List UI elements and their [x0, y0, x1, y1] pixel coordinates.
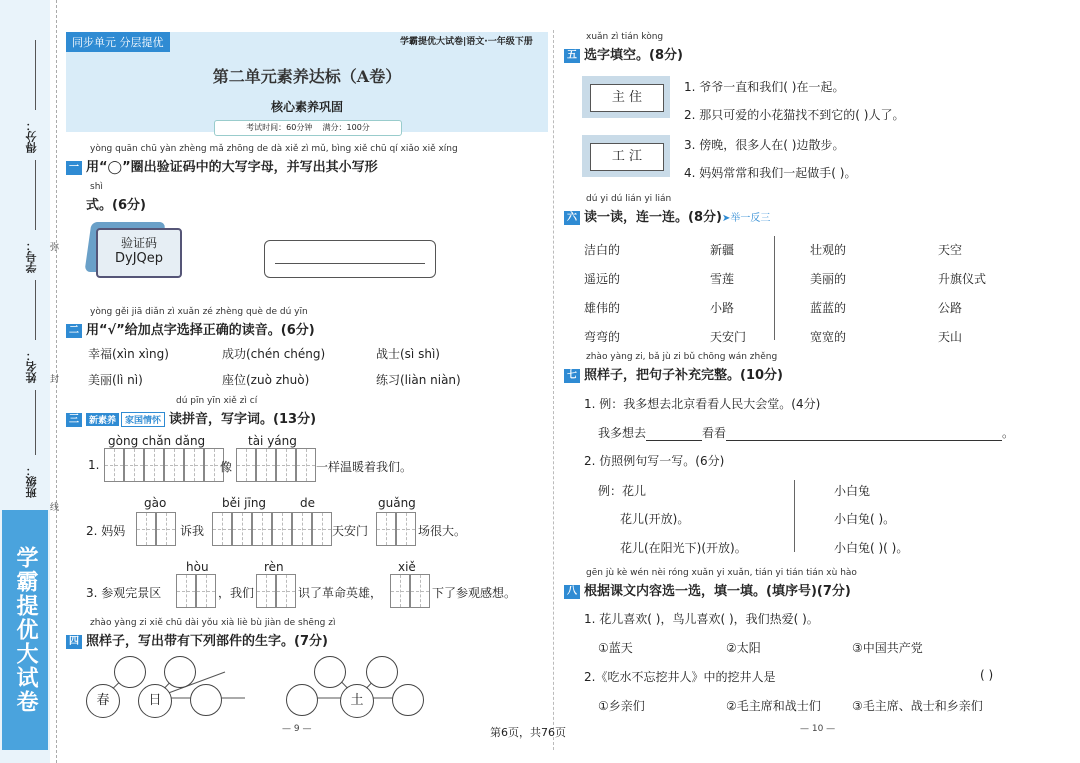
- q2-item-4[interactable]: 美丽(lì nì): [88, 373, 143, 387]
- q3-l3-d: 下了参观感想。: [432, 586, 517, 600]
- exam-info: [214, 120, 402, 136]
- component-char-2: 土: [350, 693, 364, 708]
- q3-badge: 新素养: [86, 413, 119, 426]
- q7-heading: [564, 364, 783, 383]
- q3-l3-a: 3. 参观完景区: [86, 586, 162, 600]
- q2-heading: [66, 319, 315, 338]
- writing-cell[interactable]: [236, 448, 256, 482]
- q2-item-1[interactable]: 幸福(xìn xìng): [88, 347, 169, 361]
- answer-circle[interactable]: [366, 656, 398, 688]
- example-char: 春: [96, 693, 110, 708]
- q7-s1b: 看看: [702, 426, 727, 440]
- page-counter: 第6页，共76页: [490, 726, 566, 739]
- q5-number: 五: [564, 49, 580, 63]
- writing-cell[interactable]: [136, 512, 156, 546]
- q8-text: 根据课文内容选一选，填一填。(填序号)(7分): [584, 584, 851, 599]
- q3-l2-pinyin-2: běi jīng: [222, 496, 267, 510]
- writing-cell[interactable]: [196, 574, 216, 608]
- answer-circle[interactable]: [114, 656, 146, 688]
- q8-option-2: ②太阳: [726, 641, 761, 655]
- q7-number: 七: [564, 369, 580, 383]
- q4-heading: [66, 630, 328, 649]
- q3-pinyin: dú pīn yīn xiě zì cí: [176, 396, 258, 406]
- student-id-line: [35, 160, 36, 230]
- q3-l2-b: 诉我: [180, 524, 205, 538]
- component-char-1: 日: [148, 693, 162, 708]
- example-circle: [86, 684, 120, 718]
- q3-l1-a: 1.: [88, 458, 100, 472]
- q1-pinyin-2: shì: [90, 182, 103, 192]
- q8-heading: [564, 580, 851, 599]
- q3-l3-b: ，我们: [218, 586, 255, 600]
- q7-s1-line: [598, 424, 1014, 441]
- q3-l3-c: 识了革命英雄，: [298, 586, 383, 600]
- q6-heading: [564, 206, 770, 225]
- name-label: 姓名：: [25, 350, 38, 383]
- q6-word[interactable]: 升旗仪式: [938, 272, 987, 286]
- q8-line-1[interactable]: 1. 花儿喜欢( )，鸟儿喜欢( )，我们热爱( )。: [584, 612, 819, 626]
- q7-s1a: 我多想去: [598, 426, 647, 440]
- q3-badge-2: 家国情怀: [121, 412, 165, 427]
- q6-word[interactable]: 天安门: [710, 330, 747, 344]
- writing-cell[interactable]: [312, 512, 332, 546]
- q3-l1-pinyin-1: gòng chǎn dǎng: [108, 434, 206, 448]
- q8-option-3: ③中国共产党: [852, 641, 923, 655]
- q3-number: 三: [66, 413, 82, 427]
- writing-cell[interactable]: [276, 448, 296, 482]
- writing-cell[interactable]: [296, 448, 316, 482]
- q6-text: 读一读，连一连。(8分): [584, 210, 722, 225]
- q6-number: 六: [564, 211, 580, 225]
- q4-text: 照样子，写出带有下列部件的生字。(7分): [86, 634, 328, 649]
- q3-l3-pinyin-1: hòu: [186, 560, 209, 574]
- tablet-screen: [96, 228, 182, 278]
- q2-number: 二: [66, 324, 82, 338]
- page-subtitle: 核心素养巩固: [270, 100, 343, 114]
- answer-circle[interactable]: [164, 656, 196, 688]
- writing-cell[interactable]: [396, 512, 416, 546]
- score-line: [35, 40, 36, 110]
- writing-cell[interactable]: [104, 448, 124, 482]
- page-number-left: — 9 —: [282, 724, 312, 734]
- q7-text: 照样子，把句子补充完整。(10分): [584, 368, 783, 383]
- page-title: 第二单元素养达标（A卷）: [212, 67, 402, 86]
- q1-answer-box[interactable]: [264, 240, 436, 278]
- running-header: 学霸提优大试卷|语文·一年级下册: [400, 37, 533, 47]
- q3-l1-pinyin-2: tài yáng: [248, 434, 297, 448]
- writing-cell[interactable]: [212, 512, 232, 546]
- component-circle: [138, 684, 172, 718]
- writing-cell[interactable]: [156, 512, 176, 546]
- q6-col1: [584, 236, 620, 352]
- q4-number: 四: [66, 635, 82, 649]
- q5-item-2[interactable]: 2. 那只可爱的小花猫找不到它的( )人了。: [684, 108, 905, 122]
- exam-time: 考试时间：60分钟: [246, 123, 313, 132]
- answer-circle[interactable]: [190, 684, 222, 716]
- writing-cell[interactable]: [176, 574, 196, 608]
- q8-answer-paren[interactable]: ( ): [980, 668, 994, 682]
- q5-pinyin: xuǎn zì tián kòng: [586, 32, 664, 42]
- q3-l3-pinyin-3: xiě: [398, 560, 416, 574]
- tablet-text-1: 验证码: [120, 236, 157, 250]
- q2-item-2[interactable]: 成功(chén chéng): [222, 347, 326, 361]
- q6-word[interactable]: 天山: [938, 330, 963, 344]
- q7-pinyin: zhào yàng zi, bǎ jù zi bǔ chōng wán zhěng: [586, 352, 778, 362]
- q2-item-5[interactable]: 座位(zuò zhuò): [222, 373, 310, 387]
- q3-l2-pinyin-1: gào: [144, 496, 167, 510]
- component-circle: [340, 684, 374, 718]
- q2-text: 用“√”给加点字选择正确的读音。(6分): [86, 323, 315, 338]
- q6-col4: [938, 236, 986, 352]
- unit-tag: 同步单元 分层提优: [66, 32, 170, 52]
- q3-l1-b: 像: [220, 460, 233, 474]
- writing-cell[interactable]: [292, 512, 312, 546]
- q1-heading: [66, 156, 378, 175]
- q6-divider: [774, 236, 775, 340]
- q5-text: 选字填空。(8分): [584, 48, 683, 63]
- q7-blank[interactable]: [646, 428, 702, 441]
- q6-pinyin: dú yi dú lián yi lián: [586, 194, 672, 204]
- q7-blank[interactable]: [726, 428, 1002, 441]
- answer-circle[interactable]: [314, 656, 346, 688]
- writing-cell[interactable]: [376, 512, 396, 546]
- q4-pinyin: zhào yàng zi xiě chū dài yǒu xià liè bù jiàn de shēng zì: [90, 618, 336, 628]
- tablet-text-2: DyJQep: [114, 251, 164, 266]
- q7-right-1[interactable]: 小白兔( )。: [834, 512, 896, 526]
- q1-text-2: 式。(6分): [86, 198, 146, 213]
- word-box-1: 主 住: [590, 84, 664, 112]
- q3-l2-pinyin-3: de: [300, 496, 315, 510]
- q6-word[interactable]: 雄伟的: [584, 301, 621, 315]
- q7-divider: [794, 480, 795, 552]
- student-id-label: 学号：: [25, 240, 38, 273]
- q5-item-4[interactable]: 4. 妈妈常常和我们一起做手( )。: [684, 166, 857, 180]
- q6-word[interactable]: 洁白的: [584, 243, 621, 257]
- q6-col3: [810, 236, 846, 352]
- q8-choice-3: ③毛主席、战士和乡亲们: [852, 699, 983, 713]
- q7-example-1: 花儿(开放)。: [620, 512, 690, 526]
- q1-text: 用“◯”圈出验证码中的大写字母，并写出其小写形: [86, 160, 378, 175]
- seal-char-3: 线: [50, 503, 60, 513]
- writing-cell[interactable]: [124, 448, 144, 482]
- q6-word[interactable]: 小路: [710, 301, 735, 315]
- q7-s1: 1. 例：我多想去北京看看人民大会堂。(4分): [584, 397, 821, 411]
- q6-word[interactable]: 公路: [938, 301, 963, 315]
- binding-margin: [0, 0, 58, 763]
- q6-word[interactable]: 宽宽的: [810, 330, 847, 344]
- class-line: [35, 390, 36, 455]
- seal-char-1: 弥: [50, 243, 60, 253]
- q8-choice-2: ②毛主席和战士们: [726, 699, 821, 713]
- answer-circle[interactable]: [286, 684, 318, 716]
- q8-choice-1: ①乡亲们: [598, 699, 645, 713]
- writing-cell[interactable]: [256, 574, 276, 608]
- q3-l2-pinyin-4: guǎng: [378, 496, 416, 510]
- answer-circle[interactable]: [392, 684, 424, 716]
- q7-right-2[interactable]: 小白兔( )( )。: [834, 541, 909, 555]
- q6-word[interactable]: 美丽的: [810, 272, 847, 286]
- writing-cell[interactable]: [272, 512, 292, 546]
- q8-number: 八: [564, 585, 580, 599]
- writing-cell[interactable]: [256, 448, 276, 482]
- q6-word[interactable]: 蓝蓝的: [810, 301, 847, 315]
- word-box-2: 工 江: [590, 143, 664, 171]
- writing-cell[interactable]: [276, 574, 296, 608]
- writing-cell[interactable]: [232, 512, 252, 546]
- writing-cell[interactable]: [184, 448, 204, 482]
- q8-line-2: 2.《吃水不忘挖井人》中的挖井人是: [584, 670, 776, 684]
- q6-tag: ➤举一反三: [721, 213, 771, 224]
- writing-cell[interactable]: [390, 574, 410, 608]
- exam-score: 满分：100分: [322, 123, 370, 132]
- name-line: [35, 280, 36, 340]
- q6-word[interactable]: 新疆: [710, 243, 735, 257]
- q3-l3-pinyin-2: rèn: [264, 560, 284, 574]
- q6-word[interactable]: 弯弯的: [584, 330, 621, 344]
- writing-cell[interactable]: [252, 512, 272, 546]
- writing-cell[interactable]: [144, 448, 164, 482]
- q2-item-3[interactable]: 战士(sì shì): [376, 347, 440, 361]
- seal-char-2: 封: [50, 375, 60, 385]
- q3-l2-a: 2. 妈妈: [86, 524, 126, 538]
- page-divider: [553, 30, 554, 750]
- score-label: 得分：: [25, 120, 38, 153]
- q1-pinyin: yòng quān chū yàn zhèng mǎ zhōng de dà xiě zì mǔ, bìng xiě chū qí xiǎo xiě xíng: [90, 144, 458, 154]
- q8-option-1: ①蓝天: [598, 641, 633, 655]
- q7-example: 例：花儿: [598, 484, 647, 498]
- q6-word[interactable]: 雪莲: [710, 272, 735, 286]
- writing-cell[interactable]: [164, 448, 184, 482]
- writing-cell[interactable]: [410, 574, 430, 608]
- page-number-right: — 10 —: [800, 724, 836, 734]
- q8-pinyin: gēn jù kè wén nèi róng xuǎn yi xuǎn, tián yi tián tián xù hào: [586, 568, 857, 578]
- q3-text: 读拼音，写字词。(13分): [169, 412, 317, 427]
- q1-number: 一: [66, 161, 82, 175]
- q5-item-1[interactable]: 1. 爷爷一直和我们( )在一起。: [684, 80, 845, 94]
- brand-logo: 学霸提优大试卷: [2, 510, 48, 750]
- q2-pinyin: yòng gěi jiā diǎn zì xuǎn zé zhèng què de dú yīn: [90, 307, 308, 317]
- q5-heading: [564, 44, 683, 63]
- q3-l1-c: 一样温暖着我们。: [316, 460, 413, 474]
- q3-l2-d: 场很大。: [418, 524, 467, 538]
- q6-col2: [710, 236, 746, 352]
- q3-l2-c: 天安门: [332, 524, 369, 538]
- class-label: 班级：: [25, 465, 38, 498]
- q5-item-3[interactable]: 3. 傍晚，很多人在( )边散步。: [684, 138, 845, 152]
- q6-word[interactable]: 遥远的: [584, 272, 621, 286]
- q2-item-6[interactable]: 练习(liàn niàn): [376, 373, 461, 387]
- q6-word[interactable]: 壮观的: [810, 243, 847, 257]
- q1-answer-line: [275, 263, 425, 264]
- q7-s1c: 。: [1002, 426, 1015, 440]
- q7-example-2: 花儿(在阳光下)(开放)。: [620, 541, 747, 555]
- q3-heading: [66, 408, 316, 427]
- q7-right-0: 小白兔: [834, 484, 871, 498]
- q6-word[interactable]: 天空: [938, 243, 963, 257]
- q7-s2: 2. 仿照例句写一写。(6分): [584, 454, 725, 468]
